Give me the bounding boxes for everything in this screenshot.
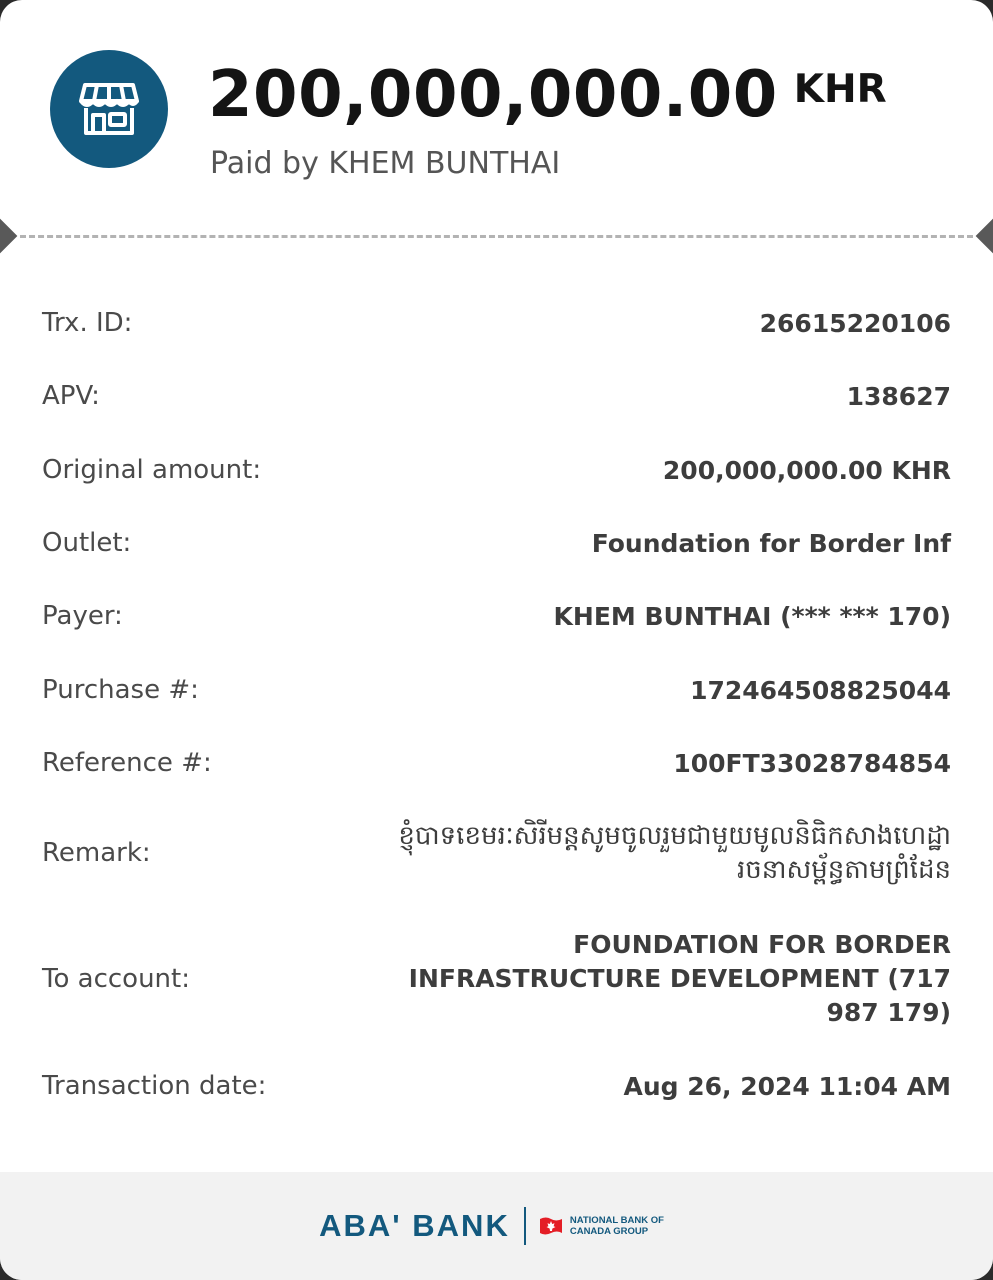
row-label: Transaction date: bbox=[42, 1071, 267, 1101]
row-label: APV: bbox=[42, 381, 100, 411]
receipt-footer bbox=[0, 1172, 993, 1280]
merchant-badge bbox=[50, 50, 168, 168]
row-value: 100FT33028784854 bbox=[673, 748, 951, 778]
row-transaction-date bbox=[42, 1068, 951, 1104]
paid-by-text: Paid by KHEM BUNTHAI bbox=[210, 146, 561, 181]
row-apv bbox=[42, 378, 951, 414]
row-outlet bbox=[42, 525, 951, 561]
row-reference bbox=[42, 745, 951, 781]
dashed-divider bbox=[0, 223, 993, 249]
nbc-group-text: NATIONAL BANK OF CANADA GROUP bbox=[569, 1215, 664, 1237]
row-remark bbox=[42, 817, 951, 889]
dash-line bbox=[20, 235, 973, 238]
logo-separator bbox=[524, 1207, 526, 1245]
row-value: Aug 26, 2024 11:04 AM bbox=[623, 1071, 951, 1101]
row-label: Original amount: bbox=[42, 455, 262, 485]
row-value: 26615220106 bbox=[759, 308, 951, 338]
aba-bank-wordmark: ABA' BANK bbox=[319, 1208, 510, 1243]
row-label: Payer: bbox=[42, 601, 123, 631]
row-value: ខ្ញុំបាទខេមរៈសិរីមន្តសូមចូលរួមជាមួយមូលនិធិកសាងហេដ្ឋារចនាសម្ព័ន្ធតាមព្រំដែន bbox=[398, 821, 951, 885]
amount-currency: KHR bbox=[793, 66, 887, 112]
row-trx-id bbox=[42, 305, 951, 341]
maple-leaf-flag-icon bbox=[538, 1215, 564, 1237]
nbc-group-logo bbox=[538, 1215, 674, 1237]
row-value: Foundation for Border Inf bbox=[591, 528, 951, 558]
store-icon bbox=[77, 79, 141, 139]
notch-right bbox=[976, 218, 993, 255]
row-value: FOUNDATION FOR BORDER INFRASTRUCTURE DEVELOPMENT (717 987 179) bbox=[408, 930, 951, 1027]
row-label: Remark: bbox=[42, 838, 151, 868]
row-value: 138627 bbox=[846, 381, 951, 411]
row-payer bbox=[42, 598, 951, 634]
amount-value: 200,000,000.00 bbox=[208, 58, 778, 132]
row-to-account bbox=[42, 927, 951, 1031]
row-label: Trx. ID: bbox=[42, 308, 133, 338]
row-label: Reference #: bbox=[42, 748, 212, 778]
row-original-amount bbox=[42, 452, 951, 488]
bank-logo bbox=[319, 1207, 674, 1245]
row-purchase bbox=[42, 672, 951, 708]
row-label: Purchase #: bbox=[42, 675, 199, 705]
row-value: 172464508825044 bbox=[690, 675, 951, 705]
amount-line bbox=[208, 52, 887, 138]
receipt-header bbox=[0, 0, 993, 235]
notch-left bbox=[0, 218, 17, 255]
row-label: Outlet: bbox=[42, 528, 132, 558]
row-label: To account: bbox=[42, 964, 190, 994]
row-value: KHEM BUNTHAI (*** *** 170) bbox=[553, 601, 951, 631]
row-value: 200,000,000.00 KHR bbox=[662, 455, 951, 485]
